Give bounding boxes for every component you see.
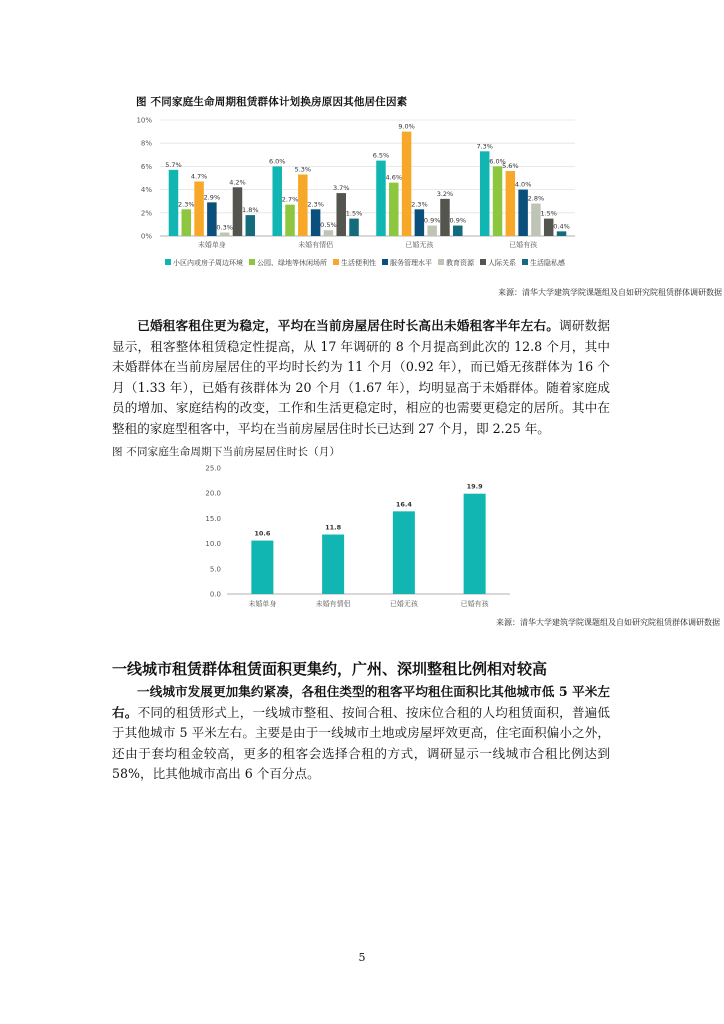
paragraph-rental-area: [112, 682, 610, 785]
bar: [322, 535, 344, 594]
bar: [464, 494, 486, 594]
bar: [169, 170, 179, 236]
bar: [453, 226, 463, 236]
y-tick-label: 0.0: [209, 590, 221, 599]
data-label: 1.5%: [540, 209, 557, 218]
data-label: 6.0%: [268, 157, 286, 166]
data-label: 2.3%: [307, 200, 324, 209]
bar: [194, 181, 204, 236]
data-label: 6.0%: [489, 157, 506, 166]
x-tick-label: 已婚有孩: [460, 600, 489, 608]
paragraph2-body: 不同的租赁形式上，一线城市整租、按间合租、按床位合租的人均租赁面积，普遍低于其他城市 5 平米左右。主要是由于一线城市土地或房屋坪效更高，住宅面积偏小之外，还由于套均租金较高，更多的租客会选择合租的方式，调研显示一线城市合租比例达到 58%，比其他城市高出 6 个百分点。: [112, 704, 611, 781]
section-heading: 一线城市租赁群体租赁面积更集约，广州、深圳整租比例相对较高: [112, 660, 548, 678]
paragraph2-lead: 一线城市发展更加集约紧凑，各租住类型的租客平均租住面积比其他城市低 5 平米左右。: [112, 684, 610, 720]
y-tick-label: 10%: [136, 116, 152, 125]
legend-swatch: [165, 259, 171, 265]
data-label: 1.8%: [242, 206, 259, 215]
bar: [557, 231, 567, 236]
y-tick-label: 20.0: [205, 489, 221, 498]
legend-label: 小区内或房子周边环境: [173, 259, 243, 267]
y-tick-label: 8%: [140, 139, 152, 148]
x-tick-label: 已婚有孩: [509, 241, 538, 249]
data-label: 2.3%: [178, 200, 195, 209]
legend-label: 教育资源: [446, 259, 474, 267]
data-label: 3.2%: [436, 189, 454, 198]
data-label: 10.6: [254, 529, 271, 538]
data-label: 2.9%: [203, 193, 221, 202]
data-label: 4.0%: [514, 180, 532, 189]
legend-label: 人际关系: [488, 259, 516, 267]
data-label: 0.9%: [449, 216, 467, 225]
data-label: 5.3%: [294, 165, 312, 174]
bar: [493, 166, 503, 236]
y-tick-label: 2%: [140, 209, 152, 218]
bar: [402, 132, 412, 236]
page-number: 5: [358, 951, 366, 964]
data-label: 19.9: [466, 482, 483, 491]
paragraph-residence-duration: [112, 316, 610, 439]
legend-swatch: [438, 259, 444, 265]
data-label: 0.4%: [553, 222, 570, 231]
legend-label: 公园、绿地等休闲场所: [257, 259, 327, 267]
data-label: 5.7%: [165, 160, 182, 169]
data-label: 5.6%: [502, 162, 519, 171]
legend-swatch: [333, 259, 339, 265]
figure1-title: 图 不同家庭生命周期租赁群体计划换房原因其他居住因素: [136, 96, 408, 108]
bar: [298, 175, 308, 236]
data-label: 0.3%: [216, 223, 233, 232]
y-tick-label: 0%: [140, 232, 152, 241]
figure2-title: 图 不同家庭生命周期下当前房屋居住时长（月）: [112, 446, 341, 458]
data-label: 2.8%: [527, 194, 545, 203]
x-tick-label: 未婚有情侣: [298, 241, 334, 249]
data-label: 4.2%: [229, 178, 246, 187]
data-label: 11.8: [325, 523, 342, 532]
legend-swatch: [382, 259, 388, 265]
bar: [285, 205, 295, 236]
bar: [415, 209, 425, 236]
x-tick-label: 已婚无孩: [389, 600, 418, 608]
bar: [440, 199, 450, 236]
bar: [182, 209, 192, 236]
legend-swatch: [522, 259, 528, 265]
bar: [376, 161, 386, 236]
figure1-chart: [115, 108, 585, 288]
data-label: 0.9%: [423, 216, 441, 225]
y-tick-label: 25.0: [205, 464, 221, 473]
bar: [393, 511, 415, 594]
data-label: 7.3%: [476, 142, 493, 151]
bar: [233, 187, 243, 236]
bar: [324, 230, 334, 236]
figure2-source: 来源：清华大学建筑学院课题组及自如研究院租赁群体调研数据: [496, 618, 720, 627]
legend-label: 服务管理水平: [390, 259, 432, 267]
x-tick-label: 未婚单身: [248, 600, 277, 608]
x-tick-label: 未婚单身: [197, 241, 226, 249]
legend-label: 生活便利性: [341, 259, 376, 267]
bar: [480, 151, 490, 236]
bar: [389, 183, 399, 236]
bar: [251, 541, 273, 594]
bar: [349, 219, 359, 236]
x-tick-label: 已婚无孩: [405, 241, 434, 249]
legend-label: 生活隐私感: [530, 259, 565, 267]
y-tick-label: 6%: [140, 162, 152, 171]
bar: [207, 202, 217, 236]
data-label: 16.4: [395, 500, 412, 509]
bar: [506, 171, 516, 236]
figure2-chart: [185, 456, 515, 616]
paragraph1-lead: 已婚租客租住更为稳定，平均在当前房屋居住时长高出未婚租客半年左右。: [137, 318, 560, 333]
data-label: 3.7%: [332, 184, 350, 193]
y-tick-label: 4%: [140, 186, 152, 195]
legend-swatch: [249, 259, 255, 265]
data-label: 4.7%: [190, 172, 208, 181]
bar: [427, 226, 437, 236]
y-tick-label: 5.0: [209, 565, 221, 574]
paragraph1-body: 调研数据显示，租客整体租赁稳定性提高，从 17 年调研的 8 个月提高到此次的 12.8 个月，其中未婚群体在当前房屋居住的平均时长约为 11 个月（0.92 年），而已婚无孩群体为 16 个月（1.33 年），已婚有孩群体为 20 个月（1.67 年），均明显高于未婚群体。随着家庭成员的增加、家庭结构的改变，工作和生活更稳定时，相应的也需要更稳定的居所。其中在整租的家庭型租客中，平均在当前房屋居住时长已达到 27 个月，即 2.25 年。: [112, 318, 611, 436]
figure1-source: 来源：清华大学建筑学院课题组及自如研究院租赁群体调研数据: [498, 288, 722, 297]
data-label: 1.5%: [345, 209, 363, 218]
data-label: 0.5%: [320, 221, 337, 230]
data-label: 6.5%: [372, 151, 390, 160]
bar: [544, 219, 554, 236]
legend-swatch: [480, 259, 486, 265]
bar: [220, 233, 230, 236]
bar: [246, 215, 256, 236]
data-label: 2.7%: [281, 195, 299, 204]
data-label: 9.0%: [398, 122, 415, 131]
data-label: 4.6%: [385, 173, 403, 182]
x-tick-label: 未婚有情侣: [315, 600, 351, 608]
y-tick-label: 15.0: [205, 514, 221, 523]
bar: [518, 190, 528, 236]
bar: [531, 204, 541, 236]
bar: [272, 166, 282, 236]
bar: [311, 209, 321, 236]
y-tick-label: 10.0: [205, 540, 221, 549]
bar: [336, 193, 346, 236]
data-label: 2.3%: [411, 200, 428, 209]
